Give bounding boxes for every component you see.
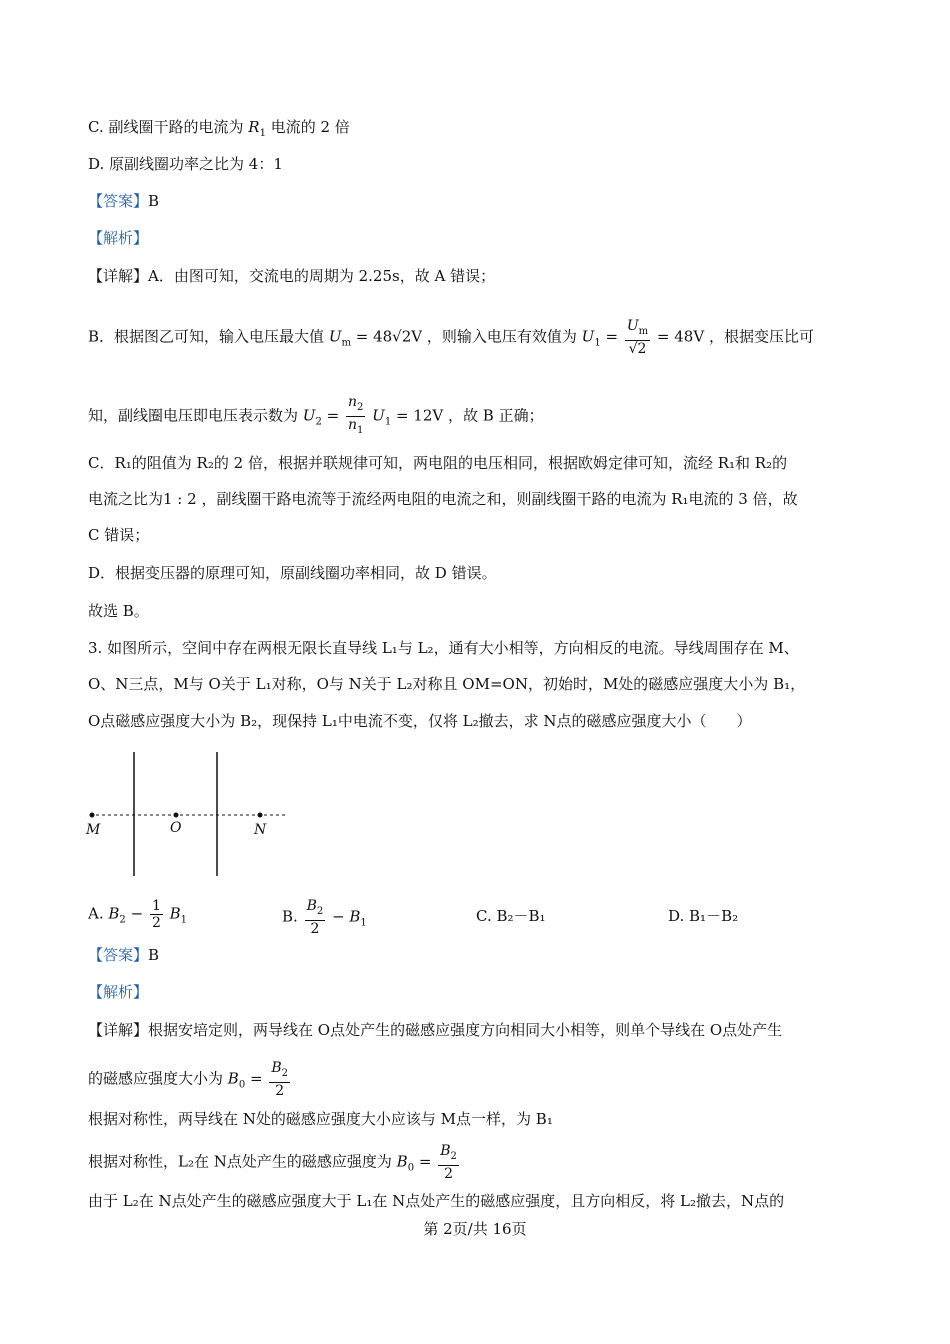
u2-result: = 12V — [395, 406, 444, 425]
q3-detail-2-text: 的磁感应强度大小为 — [88, 1069, 224, 1088]
q3-detail-4 — [88, 1143, 461, 1182]
detail-tag: 【详解】 — [88, 267, 149, 285]
frac-num-sub: m — [638, 325, 649, 337]
q3-stem-3: O点磁感应强度大小为 B₂，现保持 L₁中电流不变，仅将 L₂撤去，求 N点的磁感应强度大小（ ） — [88, 712, 752, 730]
n2-symbol: n — [347, 394, 357, 410]
b2-over-2-fraction — [269, 1060, 290, 1099]
frac-den-3: 2 — [444, 1165, 453, 1182]
b2-symbol: B — [271, 1060, 282, 1076]
eq-sign-2: = — [326, 406, 340, 425]
answer-row — [88, 190, 159, 212]
label-o: O — [170, 820, 182, 836]
option-c — [88, 116, 350, 145]
q3-eq: = — [249, 1069, 263, 1088]
option-d: D. 原副线圈功率之比为 4：1 — [88, 155, 283, 173]
opt-a-den: 2 — [151, 915, 161, 931]
opt-b-den: 2 — [310, 920, 320, 937]
q3-option-c: C. B₂－B₁ — [476, 907, 546, 925]
u1-result: = 48V — [656, 327, 705, 346]
detail-b1-text: B．根据图乙可知，输入电压最大值 — [88, 327, 325, 346]
detail-b2-text: 知，副线圈电压即电压表示数为 — [88, 406, 299, 425]
q3-detail-2 — [88, 1060, 292, 1099]
option-c-text: C. 副线圈干路的电流为 — [88, 118, 244, 136]
eq-sign: = — [605, 327, 619, 346]
detail-c2: 电流之比为1 : 2 ，副线圈干路电流等于流经两电阻的电流之和，则副线圈干路的电流为 R₁电流的 3 倍，故 — [88, 490, 798, 508]
point-o — [174, 813, 179, 818]
analysis-tag: 【解析】 — [88, 229, 149, 247]
detail-d: D．根据变压器的原理可知，原副线圈功率相同，故 D 错误。 — [88, 564, 497, 582]
n2-sub: 2 — [357, 401, 364, 413]
q3-option-b — [282, 898, 367, 937]
q3-eq-2: = — [418, 1152, 432, 1171]
detail-c1: C．R₁的阻值为 R₂的 2 倍，根据并联规律可知，两电阻的电压相同，根据欧姆定律可知，流经 R₁和 R₂的 — [88, 454, 788, 472]
q3-option-a — [88, 898, 187, 931]
n1-symbol: n — [347, 416, 357, 433]
q3-detail-tag: 【详解】 — [88, 1021, 149, 1039]
opt-b-num-sub: 2 — [316, 905, 324, 917]
point-n — [258, 813, 263, 818]
opt-a-b1: B — [169, 904, 181, 923]
detail-b1 — [88, 318, 814, 357]
q3-detail-1 — [88, 1019, 782, 1041]
opt-a-b2-sub: 2 — [119, 914, 126, 926]
u2-symbol: U — [302, 406, 316, 425]
opt-a-fraction — [150, 898, 163, 931]
b0-sub: 0 — [238, 1079, 246, 1091]
q3-detail-1-text: 根据安培定则，两导线在 O点处产生的磁感应强度方向相同大小相等，则单个导线在 O点处产生 — [148, 1021, 783, 1039]
page-footer: 第 2页/共 16页 — [423, 1220, 527, 1238]
q3-stem-2: O、N三点，M与 O关于 L₁对称，O与 N关于 L₂对称且 OM=ON，初始时，M处的磁感应强度大小为 B₁， — [88, 675, 806, 693]
label-n: N — [254, 822, 267, 838]
q3-answer-value: B — [148, 946, 160, 964]
opt-b-label: B. — [282, 907, 298, 926]
label-m: M — [86, 822, 101, 838]
b2-symbol-2: B — [440, 1143, 451, 1159]
point-m — [90, 813, 95, 818]
frac-num: U — [626, 318, 639, 334]
detail-b2-text2: ，故 B 正确； — [448, 406, 544, 425]
q3-detail-4-text: 根据对称性，L₂在 N点处产生的磁感应强度为 — [88, 1152, 392, 1171]
b0-symbol: B — [227, 1069, 239, 1088]
b0-sub-2: 0 — [407, 1162, 415, 1174]
um-symbol: U — [328, 327, 342, 346]
u2-sub: 2 — [315, 416, 322, 428]
b2-sub: 2 — [281, 1067, 289, 1079]
q3-detail-5: 由于 L₂在 N点处产生的磁感应强度大于 L₁在 N点处产生的磁感应强度，且方向相反，将 L₂撤去，N点的 — [88, 1192, 785, 1210]
um-sub: m — [341, 337, 351, 349]
b0-symbol-2: B — [396, 1152, 408, 1171]
q3-option-d: D. B₁－B₂ — [668, 907, 739, 925]
frac-den: √2 — [628, 340, 647, 357]
opt-a-minus: − — [130, 904, 144, 923]
opt-a-label: A. — [88, 904, 104, 923]
detail-b2 — [88, 394, 544, 439]
n-ratio-fraction — [346, 394, 365, 439]
b2-over-2-fraction-2 — [438, 1143, 459, 1182]
wire-figure — [80, 750, 300, 880]
frac-den-2: 2 — [275, 1082, 285, 1099]
option-c-r: R — [248, 118, 260, 136]
opt-a-num: 1 — [151, 898, 161, 914]
opt-b-rest: − B — [332, 907, 361, 926]
answer-value: B — [148, 192, 160, 210]
u1-symbol: U — [581, 327, 595, 346]
um-value: = 48√2V — [355, 327, 423, 346]
opt-b-rest-sub: 1 — [360, 917, 367, 929]
b2-sub-2: 2 — [450, 1150, 457, 1162]
u1-sub: 1 — [594, 337, 601, 349]
u1-sub-2: 1 — [384, 416, 392, 428]
n1-sub: 1 — [357, 424, 364, 436]
opt-b-fraction — [305, 898, 326, 937]
opt-b-num: B — [306, 898, 317, 914]
q3-answer-tag: 【答案】 — [88, 946, 149, 964]
q3-answer-row — [88, 944, 159, 966]
q3-analysis-tag: 【解析】 — [88, 983, 149, 1001]
um-over-root2-fraction — [625, 318, 650, 357]
choose-line: 故选 B。 — [88, 602, 149, 620]
detail-c3: C 错误； — [88, 526, 150, 544]
q3-detail-3: 根据对称性，两导线在 N处的磁感应强度大小应该与 M点一样，为 B₁ — [88, 1110, 553, 1128]
option-c-r-sub: 1 — [259, 128, 266, 139]
detail-a-text: A．由图可知，交流电的周期为 2.25s，故 A 错误； — [148, 267, 496, 285]
opt-a-b2: B — [108, 904, 120, 923]
detail-b1-text2: ，则输入电压有效值为 — [426, 327, 577, 346]
u1-symbol-2: U — [372, 406, 385, 425]
detail-a — [88, 265, 495, 287]
detail-b1-text3: ，根据变压比可 — [708, 327, 814, 346]
opt-a-b1-sub: 1 — [180, 914, 188, 926]
option-c-end: 电流的 2 倍 — [270, 118, 350, 136]
q3-stem-1: 3. 如图所示，空间中存在两根无限长直导线 L₁与 L₂，通有大小相等，方向相反的电流。导线周围存在 M、 — [88, 639, 799, 657]
answer-tag: 【答案】 — [88, 192, 149, 210]
